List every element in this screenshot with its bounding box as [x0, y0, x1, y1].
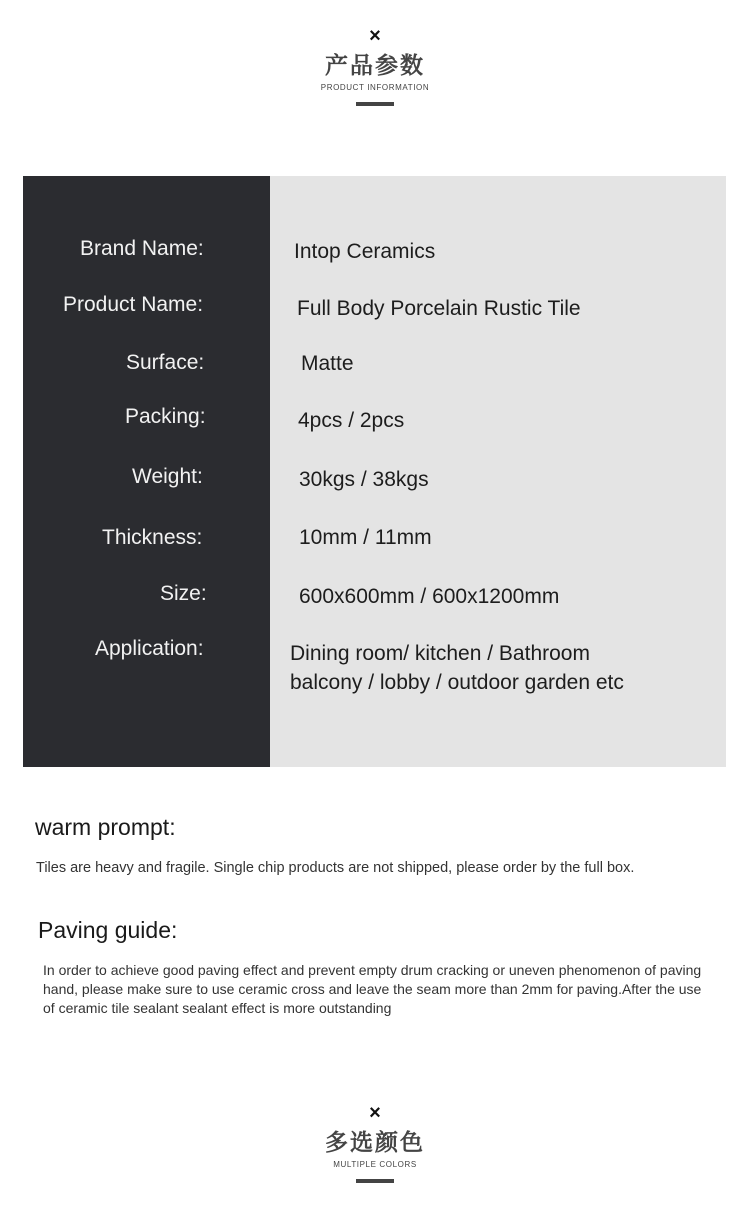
section-title-en: MULTIPLE COLORS	[333, 1160, 417, 1169]
spec-value-thickness: 10mm / 11mm	[299, 526, 432, 549]
spec-label-thickness: Thickness:	[102, 526, 203, 549]
spec-value-size: 600x600mm / 600x1200mm	[299, 585, 560, 608]
multiple-colors-header	[0, 1103, 750, 1183]
warm-prompt-text: Tiles are heavy and fragile. Single chip products are not shipped, please order by the full box.	[36, 860, 635, 876]
close-icon: ×	[369, 1102, 381, 1124]
spec-label-packing: Packing:	[125, 405, 206, 428]
spec-value-surface: Matte	[301, 352, 354, 375]
paving-guide-heading: Paving guide:	[38, 917, 178, 943]
title-underline	[356, 102, 394, 106]
spec-label-application: Application:	[95, 637, 204, 660]
spec-value-brand-name: Intop Ceramics	[294, 240, 436, 263]
spec-table	[23, 176, 726, 767]
section-title-en: PRODUCT INFORMATION	[320, 83, 430, 92]
spec-label-weight: Weight:	[132, 465, 203, 488]
spec-label-brand-name: Brand Name:	[80, 237, 204, 260]
spec-label-surface: Surface:	[126, 351, 205, 374]
spec-value-weight: 30kgs / 38kgs	[299, 468, 429, 491]
close-icon: ×	[369, 25, 381, 47]
spec-label-size: Size:	[160, 582, 207, 605]
spec-value-application	[290, 639, 710, 697]
warm-prompt-heading: warm prompt:	[35, 814, 176, 840]
spec-label-product-name: Product Name:	[63, 293, 204, 316]
product-information-header	[0, 26, 750, 106]
title-underline	[356, 1179, 394, 1183]
spec-value-packing: 4pcs / 2pcs	[298, 409, 405, 432]
paving-guide-text: In order to achieve good paving effect and prevent empty drum cracking or uneven phenomenon of paving hand, please make sure to use ceramic cross and leave the seam more than 2mm for paving.After the use of ceramic tile sealant sealant effect is more outstanding	[43, 962, 702, 1016]
section-title-cn: 多选颜色	[325, 1130, 425, 1156]
spec-value-product-name: Full Body Porcelain Rustic Tile	[297, 297, 581, 320]
spec-value-application-line2: balcony / lobby / outdoor garden etc	[290, 671, 624, 694]
spec-value-application-line1: Dining room/ kitchen / Bathroom	[290, 642, 590, 665]
section-title-cn: 产品参数	[325, 53, 425, 79]
